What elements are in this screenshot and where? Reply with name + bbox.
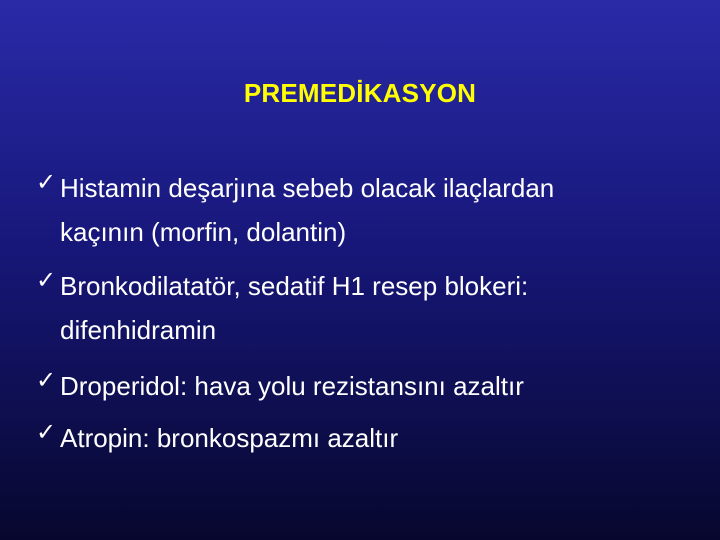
bullet-line: Atropin: bronkospazmı azaltır [60, 423, 399, 453]
bullet-line: kaçının (morfin, dolantin) [60, 217, 347, 247]
checkmark-icon: ✓ [36, 366, 57, 394]
bullet-text [60, 264, 690, 352]
bullet-line: Histamin deşarjına sebeb olacak ilaçlardan [60, 173, 555, 203]
bullet-text [60, 416, 690, 460]
bullet-line: Droperidol: hava yolu rezistansını azaltır [60, 371, 524, 401]
checkmark-icon: ✓ [36, 418, 57, 446]
checkmark-icon: ✓ [36, 266, 57, 294]
bullet-line: difenhidramin [60, 315, 217, 345]
bullet-text [60, 364, 690, 408]
bullet-line: Bronkodilatatör, sedatif H1 resep blokeri: [60, 271, 529, 301]
checkmark-icon: ✓ [36, 168, 57, 196]
slide-title: PREMEDİKASYON [243, 78, 477, 108]
bullet-text [60, 166, 690, 254]
